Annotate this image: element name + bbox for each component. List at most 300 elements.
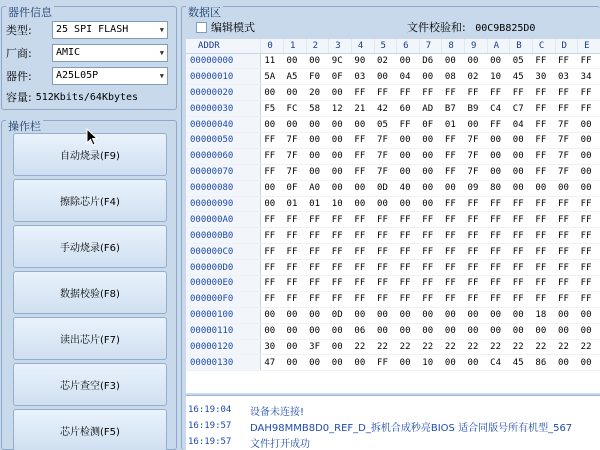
hex-cell[interactable]: FF [487, 228, 510, 244]
hex-cell[interactable]: 00 [487, 132, 510, 148]
hex-cell[interactable]: FF [442, 148, 465, 164]
hex-cell[interactable]: FF [510, 196, 533, 212]
hex-cell[interactable]: 00 [306, 307, 329, 323]
hex-cell[interactable]: 00 [284, 323, 307, 339]
hex-cell[interactable]: FF [442, 132, 465, 148]
hex-cell[interactable]: 00 [442, 323, 465, 339]
hex-cell[interactable]: 40 [397, 180, 420, 196]
hex-cell[interactable]: FF [487, 85, 510, 101]
hex-cell[interactable]: 00 [329, 323, 352, 339]
hex-cell[interactable]: 22 [555, 339, 578, 355]
hex-cell[interactable]: 00 [510, 132, 533, 148]
hex-cell[interactable]: 00 [419, 148, 442, 164]
hex-cell[interactable]: FF [465, 228, 488, 244]
hex-cell[interactable]: FF [374, 85, 397, 101]
hex-cell[interactable]: 00 [465, 323, 488, 339]
hex-cell[interactable]: FF [351, 291, 374, 307]
hex-cell[interactable]: 22 [578, 339, 600, 355]
chevron-down-icon[interactable]: ▼ [159, 72, 164, 80]
hex-cell[interactable]: 00 [284, 117, 307, 133]
hex-cell[interactable]: FF [532, 53, 555, 69]
hex-cell[interactable]: 06 [351, 323, 374, 339]
hex-cell[interactable]: 00 [397, 355, 420, 371]
hex-cell[interactable]: 00 [306, 148, 329, 164]
hex-cell[interactable]: FF [510, 260, 533, 276]
hex-cell[interactable]: 00 [397, 53, 420, 69]
hex-cell[interactable]: FF [419, 85, 442, 101]
hex-cell[interactable]: 22 [510, 339, 533, 355]
hex-cell[interactable]: 00 [555, 355, 578, 371]
hex-cell[interactable]: 00 [351, 180, 374, 196]
hex-cell[interactable]: 00 [510, 307, 533, 323]
hex-cell[interactable]: 00 [419, 132, 442, 148]
hex-cell[interactable]: FF [578, 244, 600, 260]
hex-cell[interactable]: 0D [329, 307, 352, 323]
hex-cell[interactable]: 00 [306, 355, 329, 371]
hex-cell[interactable]: 00 [306, 117, 329, 133]
hex-cell[interactable]: FF [555, 244, 578, 260]
hex-cell[interactable]: FF [329, 212, 352, 228]
hex-cell[interactable]: FF [532, 275, 555, 291]
hex-cell[interactable]: 03 [351, 69, 374, 85]
hex-cell[interactable]: 00 [578, 164, 600, 180]
hex-cell[interactable]: 22 [351, 339, 374, 355]
hex-cell[interactable]: FF [555, 260, 578, 276]
hex-cell[interactable]: FF [442, 196, 465, 212]
hex-cell[interactable]: FF [578, 260, 600, 276]
hex-cell[interactable]: FF [419, 291, 442, 307]
hex-cell[interactable]: 9C [329, 53, 352, 69]
hex-cell[interactable]: F5 [261, 101, 284, 117]
hex-cell[interactable]: 00 [397, 132, 420, 148]
device-select[interactable] [52, 67, 168, 85]
hex-cell[interactable]: 00 [351, 196, 374, 212]
hex-cell[interactable]: 00 [261, 307, 284, 323]
hex-cell[interactable]: 00 [374, 307, 397, 323]
hex-cell[interactable]: FF [578, 196, 600, 212]
hex-cell[interactable]: 00 [555, 180, 578, 196]
hex-cell[interactable]: 22 [419, 339, 442, 355]
verify-data-button[interactable]: 数据校验(F8) [13, 271, 167, 314]
hex-cell[interactable]: FF [510, 85, 533, 101]
hex-cell[interactable]: FF [261, 244, 284, 260]
hex-cell[interactable]: 7F [465, 148, 488, 164]
hex-cell[interactable]: 00 [261, 85, 284, 101]
hex-cell[interactable]: FF [374, 275, 397, 291]
hex-cell[interactable]: 04 [510, 117, 533, 133]
hex-cell[interactable]: 00 [532, 180, 555, 196]
hex-cell[interactable]: 00 [351, 307, 374, 323]
erase-chip-button[interactable]: 擦除芯片(F4) [13, 179, 167, 222]
hex-cell[interactable]: FF [465, 275, 488, 291]
hex-cell[interactable]: C4 [487, 101, 510, 117]
hex-cell[interactable]: FF [329, 228, 352, 244]
hex-cell[interactable]: FF [442, 228, 465, 244]
hex-cell[interactable]: 90 [351, 53, 374, 69]
hex-cell[interactable]: FF [510, 291, 533, 307]
hex-cell[interactable]: 00 [284, 85, 307, 101]
hex-cell[interactable]: 09 [465, 180, 488, 196]
hex-cell[interactable]: FF [261, 148, 284, 164]
hex-cell[interactable]: 00 [306, 164, 329, 180]
hex-cell[interactable]: 80 [487, 180, 510, 196]
hex-cell[interactable]: 00 [351, 355, 374, 371]
chevron-down-icon[interactable]: ▼ [159, 26, 164, 34]
hex-cell[interactable]: 00 [578, 117, 600, 133]
hex-cell[interactable]: FF [397, 117, 420, 133]
hex-cell[interactable]: FF [487, 117, 510, 133]
hex-cell[interactable]: FF [351, 132, 374, 148]
hex-cell[interactable]: FF [510, 275, 533, 291]
hex-cell[interactable]: FF [465, 291, 488, 307]
hex-cell[interactable]: 00 [442, 53, 465, 69]
hex-cell[interactable]: 00 [578, 148, 600, 164]
hex-cell[interactable]: 22 [465, 339, 488, 355]
hex-cell[interactable]: 7F [374, 164, 397, 180]
hex-cell[interactable]: FF [306, 275, 329, 291]
hex-cell[interactable]: 7F [284, 132, 307, 148]
hex-cell[interactable]: FF [578, 228, 600, 244]
hex-cell[interactable]: 47 [261, 355, 284, 371]
hex-cell[interactable]: FF [374, 260, 397, 276]
hex-cell[interactable]: 21 [351, 101, 374, 117]
hex-cell[interactable]: FF [465, 260, 488, 276]
hex-cell[interactable]: FF [306, 244, 329, 260]
hex-cell[interactable]: 60 [397, 101, 420, 117]
hex-cell[interactable]: FF [532, 117, 555, 133]
hex-cell[interactable]: FF [555, 53, 578, 69]
hex-cell[interactable]: FF [532, 260, 555, 276]
hex-cell[interactable]: 0F [284, 180, 307, 196]
hex-cell[interactable]: 00 [555, 307, 578, 323]
hex-cell[interactable]: FF [306, 291, 329, 307]
hex-cell[interactable]: 00 [465, 355, 488, 371]
hex-cell[interactable]: 00 [442, 307, 465, 323]
hex-cell[interactable]: FF [442, 164, 465, 180]
hex-cell[interactable]: 10 [487, 69, 510, 85]
hex-cell[interactable]: 00 [374, 196, 397, 212]
hex-cell[interactable]: FF [351, 260, 374, 276]
hex-cell[interactable]: 45 [510, 69, 533, 85]
hex-cell[interactable]: 00 [284, 339, 307, 355]
hex-cell[interactable]: 00 [442, 355, 465, 371]
hex-cell[interactable]: FF [487, 244, 510, 260]
hex-cell[interactable]: FF [532, 132, 555, 148]
hex-cell[interactable]: 86 [532, 355, 555, 371]
hex-cell[interactable]: F0 [306, 69, 329, 85]
hex-cell[interactable]: FF [261, 228, 284, 244]
hex-cell[interactable]: 5A [261, 69, 284, 85]
hex-cell[interactable]: 22 [487, 339, 510, 355]
hex-cell[interactable]: 02 [465, 69, 488, 85]
hex-cell[interactable]: FF [487, 291, 510, 307]
hex-cell[interactable]: FF [261, 212, 284, 228]
hex-cell[interactable]: 00 [578, 132, 600, 148]
hex-cell[interactable]: FF [284, 291, 307, 307]
hex-cell[interactable]: FF [374, 355, 397, 371]
hex-cell[interactable]: 7F [284, 148, 307, 164]
hex-cell[interactable]: FF [397, 260, 420, 276]
hex-cell[interactable]: 00 [510, 164, 533, 180]
hex-cell[interactable]: FF [374, 228, 397, 244]
hex-cell[interactable]: 00 [487, 307, 510, 323]
hex-cell[interactable]: FF [465, 244, 488, 260]
hex-cell[interactable]: FF [555, 196, 578, 212]
type-select[interactable] [52, 21, 168, 39]
hex-cell[interactable]: 00 [329, 117, 352, 133]
hex-cell[interactable]: FF [261, 275, 284, 291]
hex-cell[interactable]: 7F [465, 132, 488, 148]
hex-cell[interactable]: FF [578, 212, 600, 228]
hex-cell[interactable]: 30 [261, 339, 284, 355]
hex-cell[interactable]: FF [351, 148, 374, 164]
hex-cell[interactable]: 00 [397, 196, 420, 212]
hex-cell[interactable]: 05 [510, 53, 533, 69]
hex-cell[interactable]: FF [419, 228, 442, 244]
hex-cell[interactable]: FF [284, 244, 307, 260]
hex-cell[interactable]: 12 [329, 101, 352, 117]
hex-cell[interactable]: 18 [532, 307, 555, 323]
hex-cell[interactable]: 10 [329, 196, 352, 212]
hex-cell[interactable]: FF [487, 196, 510, 212]
hex-cell[interactable]: 03 [555, 69, 578, 85]
hex-cell[interactable]: FF [419, 212, 442, 228]
hex-grid[interactable] [186, 39, 600, 393]
hex-cell[interactable]: 7F [374, 148, 397, 164]
hex-cell[interactable]: FF [532, 228, 555, 244]
hex-cell[interactable]: FF [442, 85, 465, 101]
hex-cell[interactable]: 00 [329, 355, 352, 371]
hex-cell[interactable]: 01 [306, 196, 329, 212]
hex-cell[interactable]: FF [351, 164, 374, 180]
hex-cell[interactable]: 00 [419, 307, 442, 323]
hex-cell[interactable]: 00 [261, 180, 284, 196]
hex-cell[interactable]: 04 [397, 69, 420, 85]
hex-cell[interactable]: FF [487, 212, 510, 228]
hex-cell[interactable]: 22 [532, 339, 555, 355]
hex-cell[interactable]: FF [532, 196, 555, 212]
hex-cell[interactable]: 00 [261, 196, 284, 212]
hex-cell[interactable]: 00 [329, 148, 352, 164]
hex-cell[interactable]: 22 [442, 339, 465, 355]
hex-cell[interactable]: FF [465, 196, 488, 212]
hex-cell[interactable]: FF [555, 212, 578, 228]
chevron-down-icon[interactable]: ▼ [159, 49, 164, 57]
hex-cell[interactable]: FF [419, 244, 442, 260]
hex-cell[interactable]: FF [532, 148, 555, 164]
hex-cell[interactable]: FF [532, 291, 555, 307]
hex-cell[interactable]: FF [261, 132, 284, 148]
hex-cell[interactable]: FF [510, 228, 533, 244]
hex-cell[interactable]: FF [442, 260, 465, 276]
hex-cell[interactable]: FF [555, 101, 578, 117]
hex-cell[interactable]: FF [532, 85, 555, 101]
hex-cell[interactable]: 00 [510, 148, 533, 164]
hex-cell[interactable]: FF [487, 275, 510, 291]
hex-cell[interactable]: FF [555, 275, 578, 291]
hex-cell[interactable]: 0F [419, 117, 442, 133]
hex-cell[interactable]: 00 [397, 307, 420, 323]
hex-cell[interactable]: 0D [374, 180, 397, 196]
hex-cell[interactable]: 00 [465, 117, 488, 133]
hex-cell[interactable]: FF [261, 260, 284, 276]
hex-cell[interactable]: FF [397, 85, 420, 101]
hex-cell[interactable]: FF [419, 260, 442, 276]
hex-cell[interactable]: FF [284, 228, 307, 244]
hex-cell[interactable]: 00 [555, 323, 578, 339]
hex-cell[interactable]: 00 [419, 323, 442, 339]
hex-cell[interactable]: 45 [510, 355, 533, 371]
hex-cell[interactable]: FF [532, 212, 555, 228]
hex-cell[interactable]: 01 [284, 196, 307, 212]
hex-cell[interactable]: FF [306, 260, 329, 276]
hex-cell[interactable]: 00 [419, 164, 442, 180]
hex-cell[interactable]: FF [374, 291, 397, 307]
hex-cell[interactable]: FF [532, 164, 555, 180]
hex-cell[interactable]: FF [397, 275, 420, 291]
hex-cell[interactable]: 7F [374, 132, 397, 148]
hex-cell[interactable]: FC [284, 101, 307, 117]
hex-cell[interactable]: FF [397, 212, 420, 228]
hex-cell[interactable]: FF [532, 101, 555, 117]
hex-cell[interactable]: 00 [306, 53, 329, 69]
hex-cell[interactable]: 01 [442, 117, 465, 133]
hex-cell[interactable]: 00 [351, 117, 374, 133]
hex-cell[interactable]: 42 [374, 101, 397, 117]
hex-cell[interactable]: FF [284, 212, 307, 228]
edit-mode-toggle[interactable] [196, 19, 255, 35]
hex-cell[interactable]: 02 [374, 53, 397, 69]
hex-cell[interactable]: A0 [306, 180, 329, 196]
hex-cell[interactable]: FF [374, 244, 397, 260]
hex-cell[interactable]: 00 [306, 323, 329, 339]
hex-cell[interactable]: 00 [329, 180, 352, 196]
hex-cell[interactable]: 10 [419, 355, 442, 371]
hex-cell[interactable]: 00 [532, 323, 555, 339]
hex-cell[interactable]: FF [555, 291, 578, 307]
hex-cell[interactable]: FF [442, 244, 465, 260]
hex-cell[interactable]: 7F [284, 164, 307, 180]
hex-cell[interactable]: 00 [261, 323, 284, 339]
hex-cell[interactable]: 11 [261, 53, 284, 69]
hex-cell[interactable]: 00 [465, 307, 488, 323]
hex-cell[interactable]: 00 [510, 323, 533, 339]
hex-cell[interactable]: FF [578, 101, 600, 117]
hex-cell[interactable]: FF [351, 85, 374, 101]
hex-cell[interactable]: 00 [284, 307, 307, 323]
manual-program-button[interactable]: 手动烧录(F6) [13, 225, 167, 268]
hex-cell[interactable]: FF [578, 275, 600, 291]
hex-cell[interactable]: 08 [442, 69, 465, 85]
hex-cell[interactable]: FF [284, 260, 307, 276]
hex-cell[interactable]: 00 [397, 323, 420, 339]
hex-cell[interactable]: 00 [487, 323, 510, 339]
hex-cell[interactable]: 3F [306, 339, 329, 355]
hex-cell[interactable]: 00 [284, 53, 307, 69]
hex-cell[interactable]: 00 [329, 164, 352, 180]
hex-cell[interactable]: FF [578, 85, 600, 101]
hex-cell[interactable]: C4 [487, 355, 510, 371]
hex-cell[interactable]: 7F [555, 148, 578, 164]
hex-cell[interactable]: 00 [578, 355, 600, 371]
hex-cell[interactable]: 00 [306, 132, 329, 148]
hex-cell[interactable]: 7F [555, 164, 578, 180]
hex-cell[interactable]: FF [532, 244, 555, 260]
hex-cell[interactable]: B7 [442, 101, 465, 117]
hex-cell[interactable]: 00 [578, 307, 600, 323]
hex-cell[interactable]: 00 [442, 180, 465, 196]
hex-cell[interactable]: 7F [555, 132, 578, 148]
hex-cell[interactable]: 20 [306, 85, 329, 101]
hex-cell[interactable]: 58 [306, 101, 329, 117]
hex-cell[interactable]: FF [555, 85, 578, 101]
hex-cell[interactable]: B9 [465, 101, 488, 117]
hex-cell[interactable]: FF [351, 228, 374, 244]
hex-cell[interactable]: 00 [374, 323, 397, 339]
hex-cell[interactable]: FF [374, 212, 397, 228]
hex-cell[interactable]: 00 [578, 323, 600, 339]
hex-cell[interactable]: FF [442, 291, 465, 307]
hex-cell[interactable]: FF [329, 260, 352, 276]
hex-cell[interactable]: FF [397, 291, 420, 307]
hex-cell[interactable]: 00 [397, 148, 420, 164]
hex-cell[interactable]: 00 [374, 69, 397, 85]
hex-cell[interactable]: 00 [284, 355, 307, 371]
auto-program-button[interactable]: 自动烧录(F9) [13, 133, 167, 176]
hex-cell[interactable]: 22 [374, 339, 397, 355]
hex-cell[interactable]: FF [351, 212, 374, 228]
hex-cell[interactable]: C7 [510, 101, 533, 117]
hex-cell[interactable]: 00 [329, 132, 352, 148]
hex-cell[interactable]: FF [465, 212, 488, 228]
hex-cell[interactable]: 00 [487, 148, 510, 164]
hex-cell[interactable]: FF [306, 212, 329, 228]
hex-cell[interactable]: 22 [397, 339, 420, 355]
hex-cell[interactable]: FF [555, 228, 578, 244]
hex-cell[interactable]: FF [510, 244, 533, 260]
hex-cell[interactable]: FF [351, 275, 374, 291]
hex-cell[interactable]: D6 [419, 53, 442, 69]
hex-cell[interactable]: FF [351, 244, 374, 260]
hex-cell[interactable]: 30 [532, 69, 555, 85]
hex-cell[interactable]: AD [419, 101, 442, 117]
hex-cell[interactable]: FF [465, 85, 488, 101]
hex-cell[interactable]: 00 [397, 164, 420, 180]
read-chip-button[interactable]: 读出芯片(F7) [13, 317, 167, 360]
hex-cell[interactable]: FF [578, 291, 600, 307]
hex-cell[interactable]: FF [510, 212, 533, 228]
vendor-select[interactable] [52, 44, 168, 62]
hex-cell[interactable]: 00 [487, 53, 510, 69]
hex-cell[interactable]: 05 [374, 117, 397, 133]
hex-cell[interactable]: 00 [465, 53, 488, 69]
hex-cell[interactable]: FF [397, 244, 420, 260]
hex-cell[interactable]: 7F [555, 117, 578, 133]
hex-cell[interactable]: FF [329, 291, 352, 307]
hex-cell[interactable]: FF [306, 228, 329, 244]
hex-cell[interactable]: FF [329, 244, 352, 260]
hex-cell[interactable]: FF [261, 164, 284, 180]
hex-cell[interactable]: FF [442, 275, 465, 291]
hex-cell[interactable]: 00 [261, 117, 284, 133]
hex-cell[interactable]: 00 [419, 196, 442, 212]
blank-check-button[interactable]: 芯片查空(F3) [13, 363, 167, 406]
hex-cell[interactable]: 0F [329, 69, 352, 85]
hex-cell[interactable]: 00 [578, 180, 600, 196]
hex-cell[interactable]: FF [442, 212, 465, 228]
hex-cell[interactable]: FF [578, 53, 600, 69]
hex-cell[interactable]: FF [284, 275, 307, 291]
